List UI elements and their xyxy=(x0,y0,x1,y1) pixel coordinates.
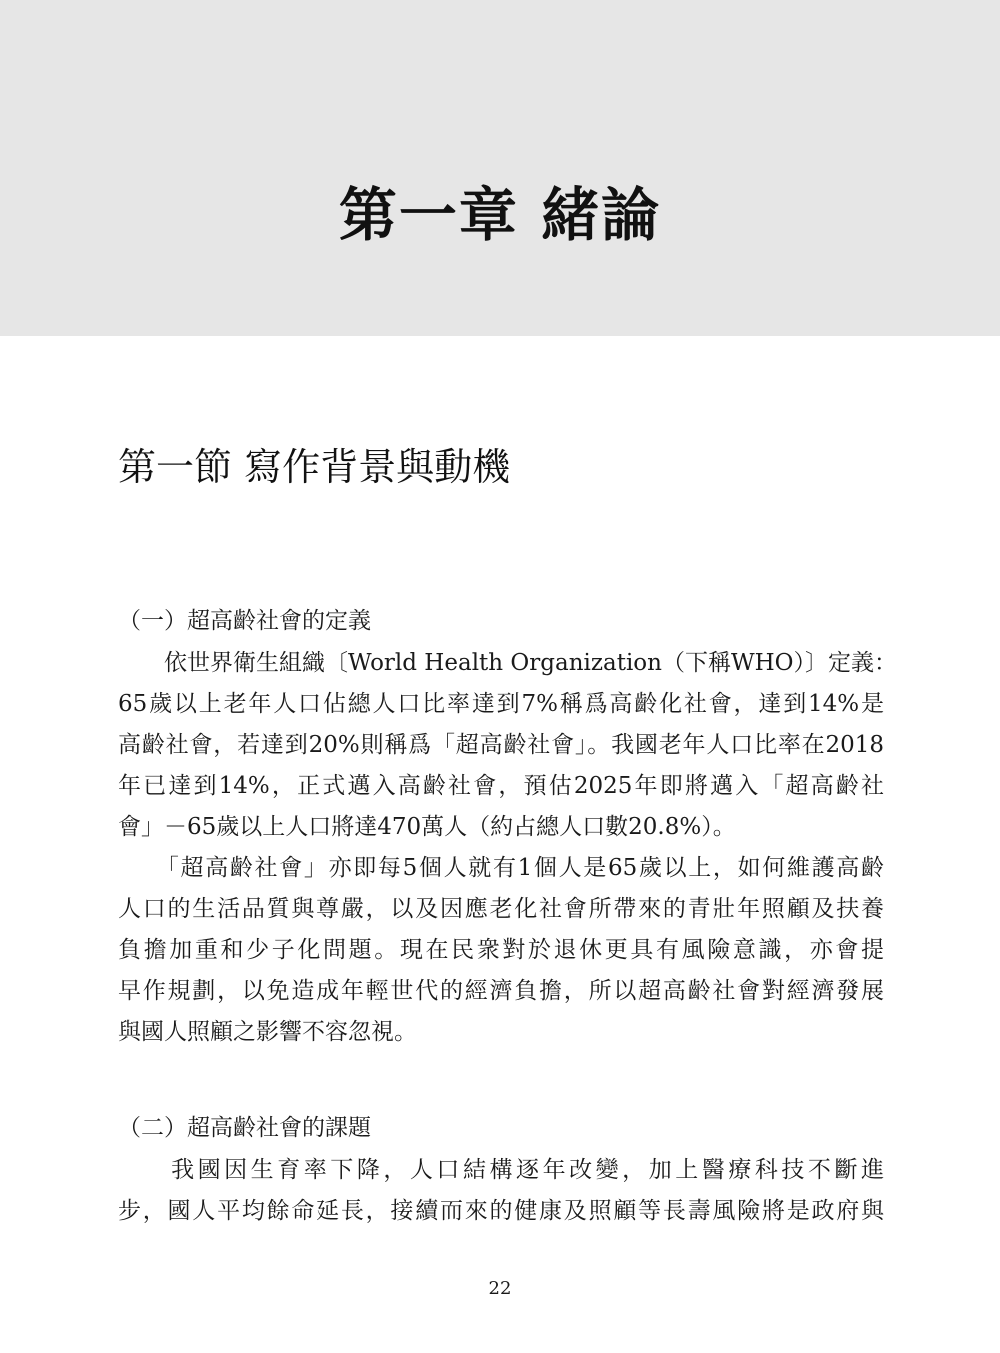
text-line: 「超高齡社會」亦即每5個人就有1個人是65歲以上，如何維護高齡 xyxy=(118,855,884,881)
text-line: 會」－65歲以上人口將達470萬人（約占總人口數20.8%）。 xyxy=(118,814,736,840)
text-line: 我國因生育率下降，人口結構逐年改變，加上醫療科技不斷進 xyxy=(118,1157,884,1183)
text-line: 年已達到14%，正式邁入高齡社會，預估2025年即將邁入「超高齡社 xyxy=(118,773,884,799)
section-title: 第一節 寫作背景與動機 xyxy=(118,445,511,489)
text-line: 高齡社會，若達到20%則稱爲「超高齡社會」。我國老年人口比率在2018 xyxy=(118,732,884,758)
text-line: 65歲以上老年人口佔總人口比率達到7%稱爲高齡化社會，達到14%是 xyxy=(118,691,884,717)
subsection-heading-issues: （二）超高齡社會的課題 xyxy=(118,1115,371,1141)
paragraph-definition-2 xyxy=(118,848,884,1053)
chapter-title: 第一章 緒論 xyxy=(338,181,662,249)
paragraph-issues-1 xyxy=(118,1150,884,1232)
chapter-header-band xyxy=(0,0,1000,336)
text-line: 依世界衛生組織〔World Health Organization（下稱WHO）〕定義： xyxy=(118,650,898,676)
text-line: 人口的生活品質與尊嚴，以及因應老化社會所帶來的青壯年照顧及扶養 xyxy=(118,896,884,922)
text-line: 負擔加重和少子化問題。現在民衆對於退休更具有風險意識，亦會提 xyxy=(118,937,884,963)
paragraph-definition-1 xyxy=(118,643,898,848)
text-line: 步，國人平均餘命延長，接續而來的健康及照顧等長壽風險將是政府與 xyxy=(118,1198,884,1224)
text-line: 與國人照顧之影響不容忽視。 xyxy=(118,1019,417,1045)
page-number: 22 xyxy=(488,1278,512,1299)
subsection-heading-definition: （一）超高齡社會的定義 xyxy=(118,608,371,634)
text-line: 早作規劃，以免造成年輕世代的經濟負擔，所以超高齡社會對經濟發展 xyxy=(118,978,884,1004)
